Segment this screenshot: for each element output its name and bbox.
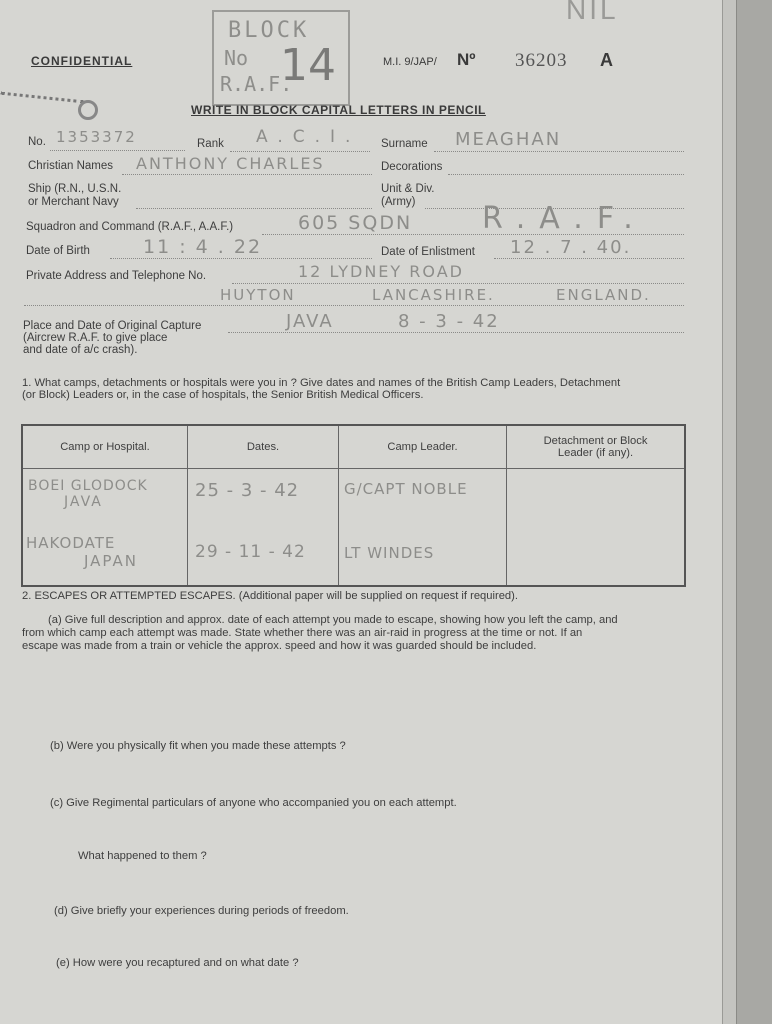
squadron-label: Squadron and Command (R.A.F., A.A.F.) (26, 221, 234, 233)
squadron-raf-value: R.A.F. (482, 201, 647, 236)
date-of-enlistment-value: 12 . 7 . 40. (510, 237, 632, 258)
column-header-dates: Dates. (188, 425, 339, 469)
question-2a-line-1: (a) Give full description and approx. date of each attempt you made to escape, showing how you left the camp, and (48, 614, 618, 626)
column-header-camp: Camp or Hospital. (22, 425, 188, 469)
date-of-birth-label: Date of Birth (26, 245, 90, 257)
question-2a-line-2: from which camp each attempt was made. State whether there was an air-raid in progress at the time or not. If an (22, 627, 583, 639)
question-2a-line-3: escape was made from a train or vehicle the approx. speed and how it was guarded should be included. (22, 640, 537, 652)
rank-label: Rank (197, 138, 224, 150)
unit-label-1: Unit & Div. (381, 183, 435, 195)
page-edge (722, 0, 737, 1024)
address-town: HUYTON (220, 286, 296, 304)
surname-value: MEAGHAN (455, 129, 562, 150)
surname-label: Surname (381, 138, 428, 150)
stamp-block-text: BLOCK (228, 18, 310, 43)
number-label: Nº (457, 50, 476, 69)
nil-note: NIL (566, 0, 619, 25)
question-2c-sub: What happened to them ? (78, 850, 207, 862)
address-country: ENGLAND. (556, 286, 651, 304)
page-edge-back (736, 0, 772, 1024)
row-1-dates: 25 - 3 - 42 (195, 480, 300, 501)
column-header-detachment: Detachment or Block Leader (if any). (507, 425, 686, 469)
table-row (22, 469, 685, 528)
confidential-label: CONFIDENTIAL (31, 54, 133, 68)
row-2-detachment (507, 527, 686, 586)
stamp-handwritten-number: 14 (280, 40, 336, 91)
christian-names-value: ANTHONY CHARLES (136, 154, 325, 173)
capture-place-value: JAVA (286, 311, 334, 332)
decorations-label: Decorations (381, 161, 443, 173)
column-header-camp-leader: Camp Leader. (339, 425, 507, 469)
unit-label-2: (Army) (381, 196, 416, 208)
capture-label-2: (Aircrew R.A.F. to give place (23, 332, 168, 344)
form-reference: M.I. 9/JAP/ (383, 56, 437, 68)
question-1-line-1: 1. What camps, detachments or hospitals were you in ? Give dates and names of the British Camp Leaders, Detachment (22, 377, 621, 389)
table-row (22, 527, 685, 586)
camps-table (21, 424, 686, 587)
stamp-raf-text: R.A.F. (220, 72, 293, 96)
capture-date-value: 8 - 3 - 42 (398, 311, 500, 332)
no-label: No. (28, 136, 46, 148)
stamp-no-text: No (224, 46, 249, 70)
block-stamp (212, 10, 350, 106)
address-line-1: 12 LYDNEY ROAD (298, 262, 464, 281)
question-2-heading: 2. ESCAPES OR ATTEMPTED ESCAPES. (Additional paper will be supplied on request if required). (22, 590, 518, 602)
punch-hole (78, 100, 98, 120)
ship-label-1: Ship (R.N., U.S.N. (28, 183, 122, 195)
serial-suffix: A (600, 50, 613, 70)
no-value: 1353372 (56, 128, 137, 146)
row-2-dates: 29 - 11 - 42 (195, 542, 306, 562)
address-county: LANCASHIRE. (372, 286, 495, 304)
capture-label-1: Place and Date of Original Capture (23, 320, 202, 332)
question-2e: (e) How were you recaptured and on what date ? (56, 957, 299, 969)
date-of-birth-value: 11 : 4 . 22 (143, 236, 263, 258)
question-2b: (b) Were you physically fit when you made these attempts ? (50, 740, 346, 752)
private-address-label: Private Address and Telephone No. (26, 270, 207, 282)
date-of-enlistment-label: Date of Enlistment (381, 246, 475, 258)
question-2c: (c) Give Regimental particulars of anyone who accompanied you on each attempt. (50, 797, 457, 809)
camps-table-header (22, 425, 685, 469)
row-1-camp-leader: G/CAPT NOBLE (344, 480, 468, 498)
row-2-camp: HAKODATE (26, 534, 116, 552)
row-1-camp: BOEI GLODOCK (28, 478, 148, 494)
instruction-heading: WRITE IN BLOCK CAPITAL LETTERS IN PENCIL (191, 103, 486, 117)
row-1-detachment (507, 469, 686, 528)
row-2-camp-location: JAPAN (84, 552, 138, 570)
rank-value: A.C.I. (256, 127, 361, 147)
ship-label-2: or Merchant Navy (28, 196, 119, 208)
capture-label-3: and date of a/c crash). (23, 344, 138, 356)
serial-number: 36203 (515, 50, 568, 71)
row-1-camp-location: JAVA (64, 494, 103, 510)
squadron-value: 605 SQDN (298, 212, 413, 234)
question-1-line-2: (or Block) Leaders or, in the case of hospitals, the Senior British Medical Officers. (22, 389, 424, 401)
question-2d: (d) Give briefly your experiences during periods of freedom. (54, 905, 349, 917)
christian-names-label: Christian Names (28, 160, 113, 172)
row-2-camp-leader: LT WINDES (344, 544, 435, 562)
